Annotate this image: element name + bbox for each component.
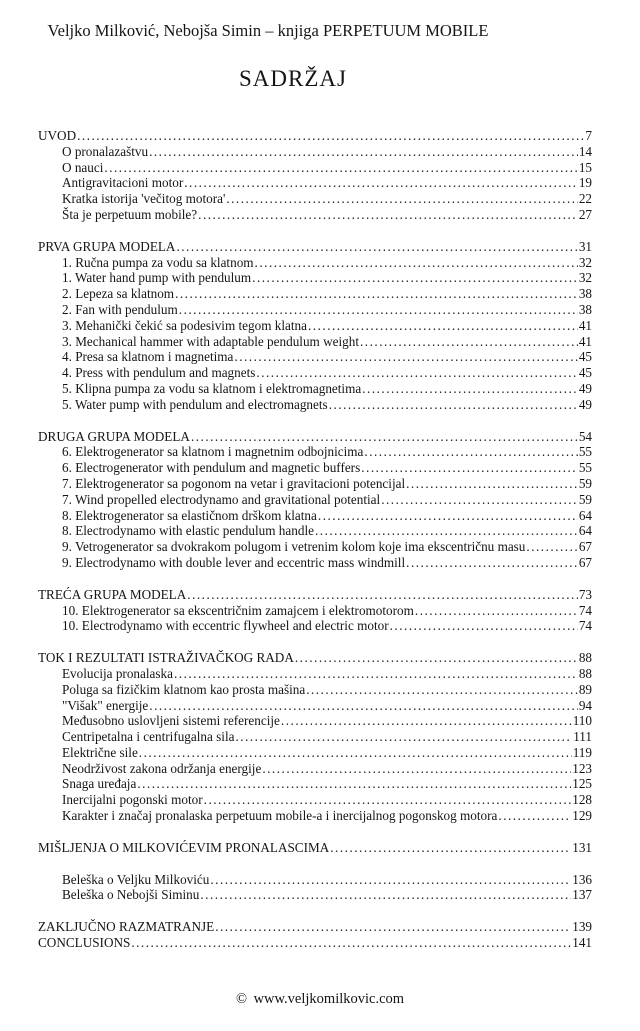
toc-entry-page-number: 15 (578, 159, 592, 175)
toc-entry-page-number: 88 (578, 650, 592, 666)
toc-entry-label: Beleška o Veljku Milkoviću (62, 871, 210, 887)
dot-leader (406, 476, 578, 492)
document-page (0, 21, 640, 1031)
toc-entry-label: 4. Press with pendulum and magnets (62, 365, 256, 381)
dot-leader (204, 792, 572, 808)
dot-leader (210, 872, 571, 888)
dot-leader (364, 444, 577, 460)
toc-entry (38, 729, 592, 745)
dot-leader (191, 429, 578, 445)
toc-section (38, 919, 592, 951)
toc-entry (38, 349, 592, 365)
dot-leader (315, 523, 578, 539)
toc-entry (38, 666, 592, 682)
toc-entry (38, 698, 592, 714)
toc-entry-label: 3. Mehanički čekić sa podesivim tegom klatna (62, 317, 307, 333)
toc-entry-page-number: 64 (578, 507, 592, 523)
toc-entry-label: CONCLUSIONS (38, 935, 131, 951)
toc-entry-label: ZAKLJUČNO RAZMATRANJE (38, 919, 215, 935)
toc-entry-page-number: 32 (578, 254, 592, 270)
toc-entry-label: 7. Elektrogenerator sa pogonom na vetar i gravitacioni potencijal (62, 475, 406, 491)
toc-entry (38, 476, 592, 492)
toc-entry-label: 8. Electrodynamo with elastic pendulum handle (62, 523, 314, 539)
toc-section (38, 650, 592, 824)
toc-entry-page-number: 137 (572, 887, 592, 903)
toc-entry-label: TREĆA GRUPA MODELA (38, 586, 187, 602)
dot-leader (235, 729, 572, 745)
toc-entry-page-number: 111 (573, 729, 592, 745)
dot-leader (256, 365, 577, 381)
dot-leader (215, 919, 571, 935)
toc-entry (38, 397, 592, 413)
dot-leader (187, 587, 578, 603)
toc-entry (38, 302, 592, 318)
toc-entry-page-number: 67 (578, 539, 592, 555)
table-of-contents (38, 128, 592, 951)
toc-heading (38, 587, 592, 603)
toc-entry-label: MIŠLJENJA O MILKOVIĆEVIM PRONALASCIMA (38, 839, 330, 855)
toc-entry-label: UVOD (38, 128, 77, 143)
toc-entry (38, 255, 592, 271)
dot-leader (255, 255, 578, 271)
toc-entry-page-number: 38 (578, 286, 592, 302)
dot-leader (281, 713, 572, 729)
toc-entry-page-number: 27 (578, 206, 592, 222)
toc-entry-page-number: 59 (578, 491, 592, 507)
toc-entry-page-number: 73 (578, 586, 592, 602)
toc-heading (38, 239, 592, 255)
toc-entry-label: 1. Ručna pumpa za vodu sa klatnom (62, 254, 254, 270)
toc-entry (38, 191, 592, 207)
toc-entry-page-number: 123 (572, 760, 592, 776)
dot-leader (318, 508, 578, 524)
toc-entry (38, 175, 592, 191)
toc-entry-page-number: 139 (572, 919, 592, 935)
toc-entry-label: 8. Elektrogenerator sa elastičnom drškom klatna (62, 507, 317, 523)
dot-leader (361, 460, 578, 476)
toc-entry-page-number: 45 (578, 365, 592, 381)
toc-entry (38, 808, 592, 824)
toc-entry-label: Beleška o Nebojši Siminu (62, 887, 200, 903)
toc-entry-page-number: 31 (578, 238, 592, 254)
toc-entry-page-number: 110 (572, 713, 592, 729)
toc-entry (38, 286, 592, 302)
toc-entry-label: Električne sile (62, 744, 138, 760)
toc-entry (38, 334, 592, 350)
toc-entry (38, 492, 592, 508)
toc-entry-label: Evolucija pronalaska (62, 665, 173, 681)
toc-entry (38, 365, 592, 381)
dot-leader (131, 935, 571, 951)
toc-entry-page-number: 45 (578, 349, 592, 365)
toc-entry-page-number: 32 (578, 270, 592, 286)
toc-entry (38, 444, 592, 460)
toc-entry-page-number: 67 (578, 554, 592, 570)
toc-entry-page-number: 74 (578, 618, 592, 634)
page-title: SADRŽAJ (239, 66, 347, 91)
toc-heading (38, 128, 592, 144)
dot-leader (184, 175, 578, 191)
toc-section (38, 239, 592, 413)
dot-leader (252, 270, 578, 286)
toc-entry (38, 792, 592, 808)
toc-entry-page-number: 38 (578, 301, 592, 317)
toc-entry-label: O pronalazaštvu (62, 143, 149, 159)
toc-section (38, 429, 592, 571)
toc-entry (38, 872, 592, 888)
toc-entry-page-number: 131 (572, 839, 592, 855)
toc-heading (38, 840, 592, 856)
dot-leader (329, 397, 578, 413)
toc-entry (38, 460, 592, 476)
toc-entry-page-number: 119 (572, 744, 592, 760)
dot-leader (149, 698, 578, 714)
toc-heading (38, 650, 592, 666)
dot-leader (149, 144, 578, 160)
toc-entry-page-number: 64 (578, 523, 592, 539)
toc-entry (38, 603, 592, 619)
dot-leader (234, 349, 577, 365)
toc-entry (38, 523, 592, 539)
toc-section (38, 128, 592, 223)
toc-entry-label: 9. Electrodynamo with double lever and eccentric mass windmill (62, 554, 406, 570)
toc-entry-label: 6. Electrogenerator with pendulum and magnetic buffers (62, 460, 361, 476)
toc-entry-page-number: 41 (578, 333, 592, 349)
toc-entry-page-number: 125 (572, 776, 592, 792)
dot-leader (415, 603, 578, 619)
toc-entry-label: "Višak" energije (62, 697, 149, 713)
toc-entry (38, 745, 592, 761)
toc-entry-label: 3. Mechanical hammer with adaptable pendulum weight (62, 333, 359, 349)
toc-entry-page-number: 41 (578, 317, 592, 333)
dot-leader (262, 761, 571, 777)
toc-heading (38, 919, 592, 935)
dot-leader (306, 682, 578, 698)
toc-entry-page-number: 129 (572, 808, 592, 824)
toc-entry-label: 4. Presa sa klatnom i magnetima (62, 349, 234, 365)
toc-entry (38, 887, 592, 903)
toc-entry-page-number: 141 (572, 935, 592, 951)
toc-entry-label: Kratka istorija 'večitog motora' (62, 191, 226, 207)
toc-entry-label: 7. Wind propelled electrodynamo and gravitational potential (62, 491, 381, 507)
toc-entry (38, 713, 592, 729)
dot-leader (295, 650, 578, 666)
toc-entry-page-number: 89 (578, 681, 592, 697)
dot-leader (308, 318, 578, 334)
toc-heading (38, 429, 592, 445)
toc-entry (38, 682, 592, 698)
toc-entry-page-number: 22 (578, 191, 592, 207)
toc-entry-label: Poluga sa fizičkim klatnom kao prosta mašina (62, 681, 306, 697)
toc-entry-page-number: 74 (578, 602, 592, 618)
toc-entry-label: Međusobno uslovljeni sistemi referencije (62, 713, 280, 729)
toc-entry-page-number: 94 (578, 697, 592, 713)
toc-entry-page-number: 55 (578, 460, 592, 476)
dot-leader (226, 191, 577, 207)
toc-entry-page-number: 54 (578, 428, 592, 444)
toc-heading (38, 935, 592, 951)
dot-leader (77, 128, 584, 144)
toc-entry-label: 10. Electrodynamo with eccentric flywheel and electric motor (62, 618, 389, 634)
toc-entry-page-number: 7 (585, 128, 592, 143)
toc-entry-label: 9. Vetrogenerator sa dvokrakom polugom i vetrenim kolom koje ima ekscentričnu masu (62, 539, 526, 555)
toc-entry (38, 381, 592, 397)
toc-entry-page-number: 55 (578, 444, 592, 460)
toc-entry-label: O nauci (62, 159, 104, 175)
toc-entry-label: 5. Water pump with pendulum and electromagnets (62, 396, 328, 412)
toc-entry (38, 555, 592, 571)
toc-entry-label: Antigravitacioni motor (62, 175, 184, 191)
dot-leader (104, 160, 577, 176)
toc-entry-label: Inercijalni pogonski motor (62, 792, 203, 808)
toc-entry-label: Šta je perpetuum mobile? (62, 206, 198, 222)
dot-leader (137, 776, 571, 792)
toc-entry-label: Centripetalna i centrifugalna sila (62, 729, 235, 745)
toc-entry-label: 2. Lepeza sa klatnom (62, 286, 175, 302)
dot-leader (381, 492, 578, 508)
toc-entry-page-number: 19 (578, 175, 592, 191)
toc-entry-page-number: 128 (572, 792, 592, 808)
dot-leader (174, 666, 578, 682)
toc-entry (38, 207, 592, 223)
footer-copyright: © www.veljkomilkovic.com (235, 991, 405, 1007)
toc-entry (38, 160, 592, 176)
dot-leader (179, 302, 578, 318)
dot-leader (176, 239, 577, 255)
toc-entry-label: Neodrživost zakona održanja energije (62, 760, 262, 776)
dot-leader (200, 887, 571, 903)
toc-entry-page-number: 88 (578, 665, 592, 681)
dot-leader (526, 539, 577, 555)
toc-entry-page-number: 49 (578, 396, 592, 412)
dot-leader (360, 334, 578, 350)
dot-leader (406, 555, 578, 571)
book-header: Veljko Milković, Nebojša Simin – knjiga PERPETUUM MOBILE (47, 21, 489, 40)
dot-leader (362, 381, 578, 397)
toc-entry-page-number: 136 (572, 871, 592, 887)
toc-entry-page-number: 14 (578, 143, 592, 159)
toc-entry-label: 5. Klipna pumpa za vodu sa klatnom i elektromagnetima (62, 380, 362, 396)
toc-entry-label: TOK I REZULTATI ISTRAŽIVAČKOG RADA (38, 650, 294, 666)
toc-section (38, 587, 592, 634)
toc-entry (38, 618, 592, 634)
toc-entry-page-number: 59 (578, 475, 592, 491)
toc-entry-label: DRUGA GRUPA MODELA (38, 428, 190, 444)
toc-entry-label: Snaga uređaja (62, 776, 137, 792)
toc-entry (38, 508, 592, 524)
toc-entry (38, 318, 592, 334)
toc-entry-label: 6. Elektrogenerator sa klatnom i magnetnim odbojnicima (62, 444, 364, 460)
dot-leader (330, 840, 571, 856)
toc-entry-label: PRVA GRUPA MODELA (38, 238, 176, 254)
toc-entry-label: 1. Water hand pump with pendulum (62, 270, 252, 286)
toc-entry-label: Karakter i značaj pronalaska perpetuum mobile-a i inercijalnog pogonskog motora (62, 808, 498, 824)
dot-leader (175, 286, 578, 302)
toc-entry (38, 761, 592, 777)
toc-entry-label: 10. Elektrogenerator sa ekscentričnim zamajcem i elektromotorom (62, 602, 414, 618)
toc-section (38, 840, 592, 856)
toc-entry (38, 270, 592, 286)
dot-leader (198, 207, 578, 223)
toc-section (38, 872, 592, 904)
dot-leader (390, 618, 578, 634)
toc-entry (38, 776, 592, 792)
toc-entry-page-number: 49 (578, 380, 592, 396)
dot-leader (139, 745, 572, 761)
toc-entry-label: 2. Fan with pendulum (62, 301, 178, 317)
dot-leader (498, 808, 571, 824)
toc-entry (38, 539, 592, 555)
toc-entry (38, 144, 592, 160)
